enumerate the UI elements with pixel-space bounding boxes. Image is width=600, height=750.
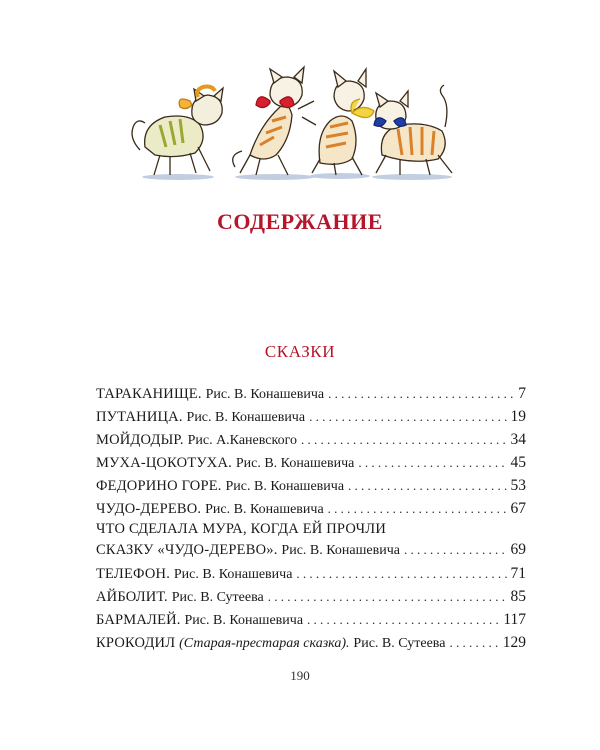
toc-entry[interactable] bbox=[96, 451, 526, 474]
section-title: СКАЗКИ bbox=[264, 342, 336, 361]
entry-title: ФЕДОРИНО ГОРЕ. bbox=[96, 478, 222, 494]
toc-entry[interactable] bbox=[96, 562, 526, 585]
dot-leader bbox=[328, 497, 507, 520]
dot-leader bbox=[307, 608, 499, 631]
entry-artist: Рис. В. Сутеева bbox=[171, 590, 264, 605]
entry-page: 117 bbox=[503, 611, 526, 628]
cat-two bbox=[233, 67, 314, 175]
entry-page: 69 bbox=[510, 541, 526, 558]
entry-page: 85 bbox=[510, 588, 526, 605]
entry-title: БАРМАЛЕЙ. bbox=[96, 612, 181, 628]
toc-entry[interactable] bbox=[96, 631, 526, 654]
entry-artist: Рис. А.Каневского bbox=[187, 433, 297, 448]
cat-four bbox=[374, 85, 452, 175]
entry-title: ТАРАКАНИЩЕ. bbox=[96, 386, 202, 402]
entry-subtitle: (Старая-престарая сказка). bbox=[179, 636, 350, 651]
dot-leader bbox=[358, 451, 506, 474]
entry-title: МОЙДОДЫР. bbox=[96, 432, 184, 448]
entry-title: МУХА-ЦОКОТУХА. bbox=[96, 455, 232, 471]
entry-page: 71 bbox=[510, 565, 526, 582]
cat-three bbox=[302, 69, 374, 175]
entry-title: ПУТАНИЦА. bbox=[96, 409, 183, 425]
dot-leader bbox=[449, 631, 498, 654]
toc-entry[interactable] bbox=[96, 585, 526, 608]
entry-artist: Рис. В. Конашевича bbox=[225, 479, 345, 494]
dot-leader bbox=[296, 562, 506, 585]
toc-entry[interactable] bbox=[96, 608, 526, 631]
toc-entry[interactable] bbox=[96, 428, 526, 451]
entry-title-line-1: ЧТО СДЕЛАЛА МУРА, КОГДА ЕЙ ПРОЧЛИ bbox=[96, 521, 387, 537]
entry-artist: Рис. В. Конашевича bbox=[281, 543, 400, 558]
entry-artist: Рис. В. Конашевича bbox=[235, 456, 355, 471]
toc-entry[interactable] bbox=[96, 382, 526, 405]
dot-leader bbox=[404, 538, 507, 561]
entry-page: 129 bbox=[502, 634, 526, 651]
entry-title: ТЕЛЕФОН. bbox=[96, 566, 171, 582]
toc-entry[interactable] bbox=[96, 497, 526, 520]
toc-entry[interactable] bbox=[96, 405, 526, 428]
entry-page: 7 bbox=[518, 385, 526, 402]
page-title: СОДЕРЖАНИЕ bbox=[217, 209, 383, 234]
entry-artist: Рис. В. Конашевича bbox=[186, 410, 306, 425]
dancing-cats-illustration bbox=[120, 55, 480, 190]
entry-title-line-2: СКАЗКУ «ЧУДО-ДЕРЕВО». bbox=[96, 542, 278, 558]
dot-leader bbox=[301, 428, 507, 451]
entry-artist: Рис. В. Конашевича bbox=[184, 613, 304, 628]
entry-page: 67 bbox=[510, 500, 526, 517]
dot-leader bbox=[328, 382, 514, 405]
toc-entry[interactable] bbox=[96, 520, 526, 562]
table-of-contents bbox=[96, 382, 526, 654]
entry-artist: Рис. В. Конашевича bbox=[205, 502, 324, 517]
entry-title: КРОКОДИЛ bbox=[96, 635, 176, 651]
entry-page: 19 bbox=[510, 408, 526, 425]
entry-artist: Рис. В. Конашевича bbox=[205, 387, 325, 402]
entry-title: АЙБОЛИТ. bbox=[96, 589, 168, 605]
entry-artist: Рис. В. Сутеева bbox=[353, 636, 446, 651]
dot-leader bbox=[268, 585, 507, 608]
dot-leader bbox=[348, 474, 506, 497]
dot-leader bbox=[309, 405, 506, 428]
entry-page: 34 bbox=[510, 431, 526, 448]
toc-entry[interactable] bbox=[96, 474, 526, 497]
entry-artist: Рис. В. Конашевича bbox=[173, 567, 293, 582]
entry-page: 53 bbox=[510, 477, 526, 494]
entry-title: ЧУДО-ДЕРЕВО. bbox=[96, 501, 202, 517]
page-number: 190 bbox=[290, 668, 310, 683]
cat-one bbox=[132, 87, 223, 176]
entry-page: 45 bbox=[510, 454, 526, 471]
